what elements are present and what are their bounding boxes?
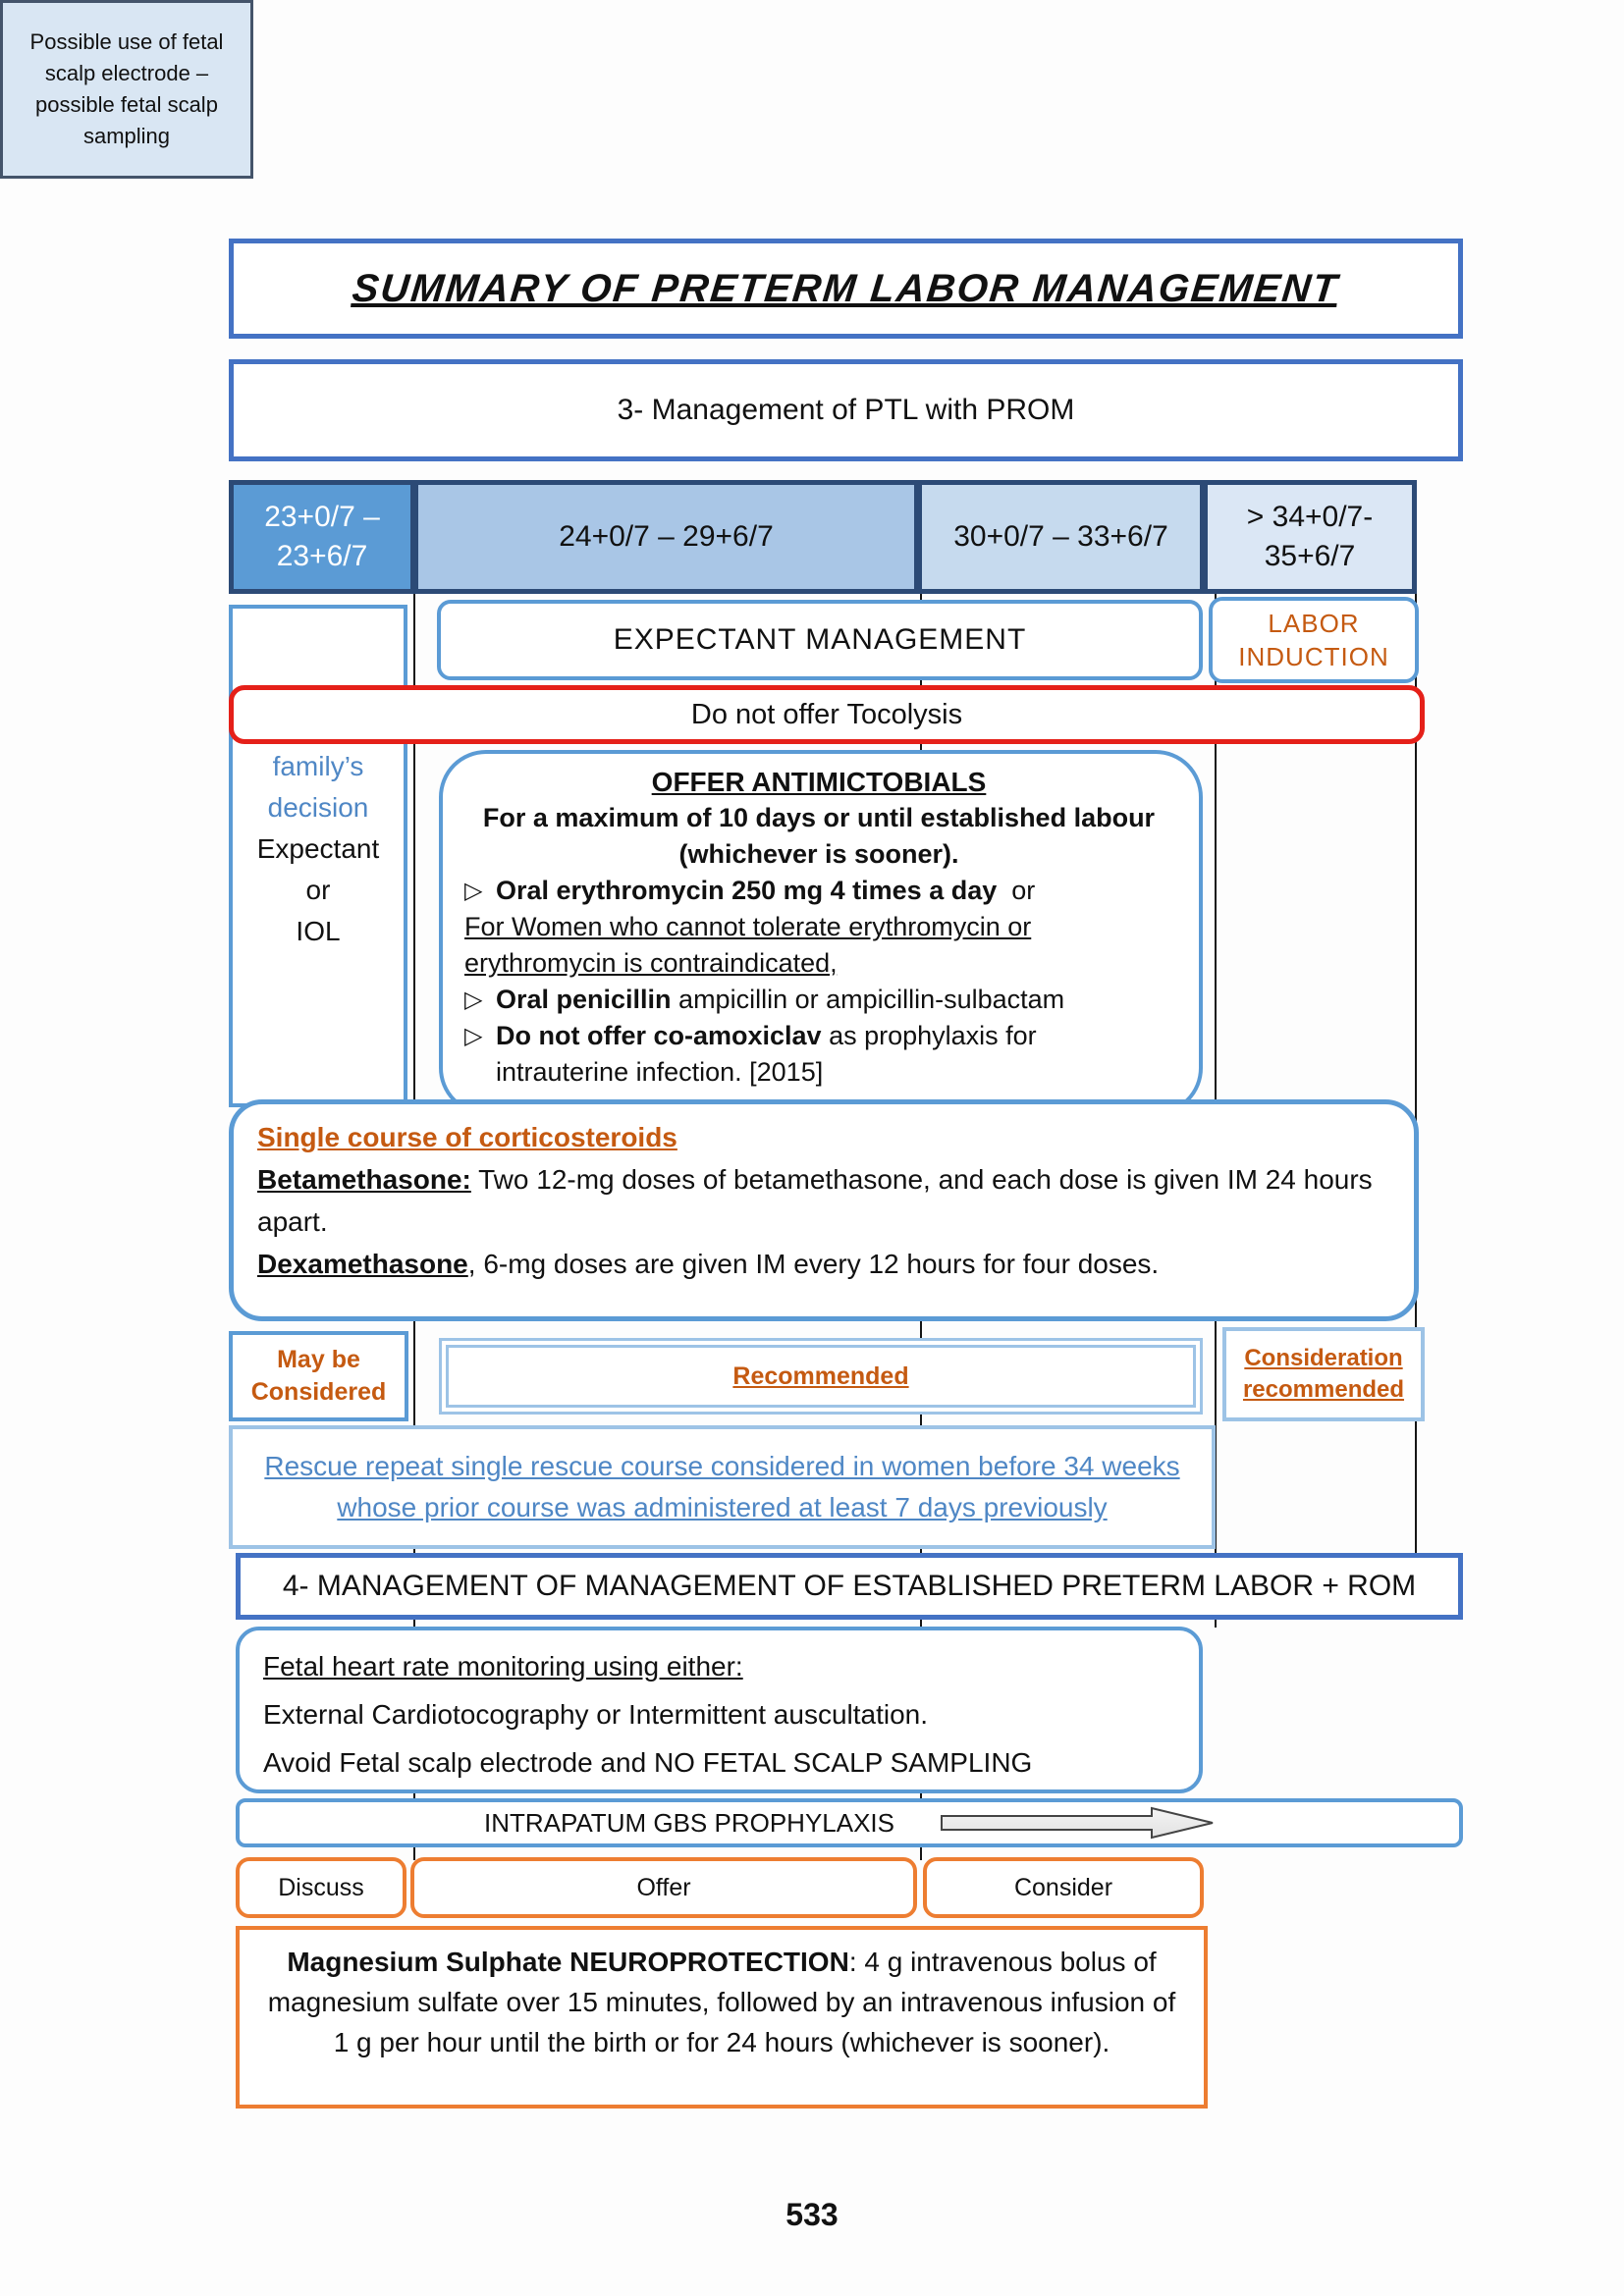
bullet-text-rest: ampicillin or ampicillin-sulbactam [671, 985, 1065, 1014]
corticosteroids-box [229, 1099, 1419, 1321]
no-tocolysis-box [229, 685, 1425, 744]
ga-label: > 34+0/7- 35+6/7 [1246, 501, 1374, 572]
ga-label: 30+0/7 – 33+6/7 [953, 520, 1168, 553]
corticosteroids-title: Single course of corticosteroids [257, 1122, 677, 1152]
ga-column-24-29 [413, 480, 919, 594]
offer-box [410, 1857, 917, 1918]
arrow-bullet-icon: ▷ [464, 1023, 483, 1049]
dexamethasone-label: Dexamethasone [257, 1249, 468, 1279]
bullet-text-rest: as prophylaxis for intrauterine infection. [2015] [496, 1021, 1037, 1087]
dexamethasone-text: , 6-mg doses are given IM every 12 hours for four doses. [467, 1249, 1160, 1279]
betamethasone-text: Two 12-mg doses of betamethasone, and each dose is given IM 24 hours apart. [257, 1164, 1373, 1237]
section4-heading: 4- MANAGEMENT OF MANAGEMENT OF ESTABLISHED PRETERM LABOR + ROM [282, 1570, 1417, 1602]
labor-induction-label: LABOR INDUCTION [1238, 609, 1389, 671]
consider-label: Consider [1013, 1873, 1113, 1901]
magnesium-text: : 4 g intravenous bolus of magnesium sulfate over 15 minutes, followed by an intravenous infusion of 1 g per hour until the birth or for 24 hours (whichever is sooner). [267, 1947, 1176, 2057]
antimicrobials-bullet-1 [464, 873, 1173, 909]
betamethasone-label: Betamethasone: [257, 1164, 471, 1195]
consider-box [923, 1857, 1204, 1918]
antimicrobials-subtitle: For a maximum of 10 days or until established labour (whichever is sooner). [482, 803, 1156, 869]
labor-induction-box [1209, 597, 1419, 683]
section3-heading-box [229, 359, 1463, 461]
section3-heading: 3- Management of PTL with PROM [617, 394, 1075, 426]
section4-heading-box [236, 1553, 1463, 1620]
bullet-text-bold: Oral erythromycin 250 mg 4 times a day [496, 876, 998, 905]
family-decision-line: IOL [296, 916, 341, 946]
antimicrobials-box [439, 750, 1203, 1115]
discuss-label: Discuss [278, 1873, 364, 1901]
bullet-text-bold: Oral penicillin [496, 985, 672, 1014]
fetal-scalp-note-box [0, 0, 253, 179]
antimicrobials-title: OFFER ANTIMICTOBIALS [651, 767, 987, 797]
recommended-label: Recommended [732, 1362, 909, 1390]
page-number: 533 [785, 2197, 839, 2232]
antimicrobials-alternative: For Women who cannot tolerate erythromycin or erythromycin is contraindicated, [464, 912, 1032, 978]
rescue-course-box [229, 1425, 1216, 1549]
bullet-text [496, 873, 1035, 909]
family-decision-line: or [305, 875, 331, 905]
may-be-considered-box [229, 1331, 408, 1421]
fhr-title: Fetal heart rate monitoring using either: [263, 1651, 743, 1682]
recommended-box [439, 1338, 1203, 1415]
fetal-scalp-note: Possible use of fetal scalp electrode – possible fetal scalp sampling [29, 29, 224, 148]
ga-column-34-35 [1203, 480, 1417, 594]
offer-label: Offer [636, 1873, 691, 1901]
fhr-monitoring-box [236, 1627, 1203, 1793]
fhr-line: External Cardiotocography or Intermittent auscultation. [263, 1699, 929, 1730]
page-title: SUMMARY OF PRETERM LABOR MANAGEMENT [351, 266, 1341, 310]
magnesium-title: Magnesium Sulphate NEUROPROTECTION [287, 1947, 849, 1977]
bullet-text [496, 982, 1064, 1018]
dexamethasone-line [257, 1243, 1390, 1285]
title-box [229, 239, 1463, 339]
expectant-management-label: EXPECTANT MANAGEMENT [613, 623, 1027, 656]
family-decision-line: decision [267, 792, 369, 823]
ga-column-23 [229, 480, 415, 594]
no-tocolysis-label: Do not offer Tocolysis [690, 698, 963, 730]
expectant-management-box [437, 600, 1203, 680]
consideration-recommended-box [1222, 1327, 1425, 1421]
arrow-bullet-icon: ▷ [464, 878, 483, 904]
consideration-recommended-label: Consideration recommended [1242, 1345, 1405, 1403]
antimicrobials-bullet-3 [464, 1018, 1173, 1091]
magnesium-box [236, 1926, 1208, 2109]
discuss-box [236, 1857, 406, 1918]
ga-column-30-33 [917, 480, 1205, 594]
family-decision-line: family’s [272, 751, 364, 781]
family-decision-box [229, 605, 407, 1107]
betamethasone-line [257, 1158, 1390, 1243]
may-be-considered-label: May be Considered [250, 1346, 387, 1406]
family-decision-line: Expectant [256, 833, 380, 864]
fhr-line: Avoid Fetal scalp electrode and NO FETAL SCALP SAMPLING [263, 1747, 1033, 1778]
bullet-text-bold: Do not offer co-amoxiclav [496, 1021, 822, 1050]
gbs-prophylaxis-label: INTRAPATUM GBS PROPHYLAXIS [483, 1807, 894, 1838]
ga-label: 23+0/7 – 23+6/7 [264, 501, 380, 572]
bullet-text [496, 1018, 1173, 1091]
gbs-prophylaxis-bar [236, 1798, 1463, 1847]
bullet-text-rest: or [997, 876, 1036, 905]
rescue-course-text: Rescue repeat single rescue course considered in women before 34 weeks whose prior course was administered at least 7 days previously [264, 1451, 1180, 1522]
block-right-arrow-icon [940, 1806, 1215, 1840]
ga-label: 24+0/7 – 29+6/7 [559, 520, 774, 553]
arrow-bullet-icon: ▷ [464, 987, 483, 1013]
antimicrobials-bullet-2 [464, 982, 1173, 1018]
